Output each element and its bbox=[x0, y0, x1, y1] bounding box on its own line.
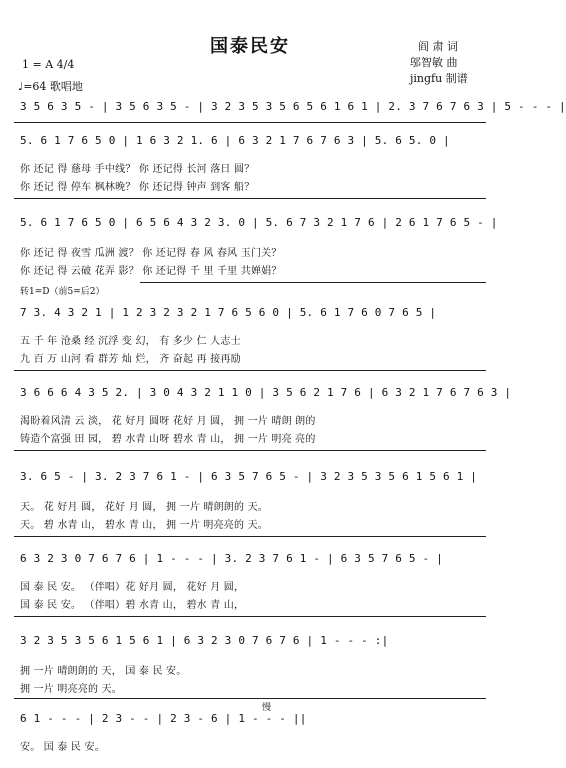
lyric-row-4b: 九 百 万 山河 看 群芳 灿 烂， 齐 奋起 再 接再励 bbox=[20, 354, 241, 365]
row-divider bbox=[14, 536, 486, 537]
lyric-row-6b: 天。 碧 水青 山， 碧水 青 山， 拥 一片 明亮亮的 天。 bbox=[20, 520, 268, 531]
notation-row-2: 5. 6 1 7 6 5 0 | 1 6 3 2 1. 6 | 6 3 2 1 7 6 7 6 3 | 5. 6 5. 0 | bbox=[20, 134, 450, 147]
notation-row-8: 3 2 3 5 3 5 6 1 5 6 1 | 6 3 2 3 0 7 6 7 6 | 1 - - - :| bbox=[20, 634, 389, 647]
key-signature: 1 = A 4/4 bbox=[22, 58, 75, 71]
notation-row-1: 3 5 6 3 5 - | 3 5 6 3 5 - | 3 2 3 5 3 5 6 5 6 1 6 1 | 2. 3 7 6 7 6 3 | 5 - - - | bbox=[20, 100, 566, 113]
lyric-row-2a: 你 还记 得 慈母 手中线？ 你 还记得 长河 落日 圆？ bbox=[20, 164, 255, 175]
notation-credit: jingfu 制谱 bbox=[410, 72, 468, 85]
lyric-row-2b: 你 还记 得 停车 枫林晚？ 你 还记得 钟声 到客 船？ bbox=[20, 182, 255, 193]
notation-row-6: 3. 6 5 - | 3. 2 3 7 6 1 - | 6 3 5 7 6 5 - | 3 2 3 5 3 5 6 1 5 6 1 | bbox=[20, 470, 478, 483]
notation-row-4: 7 3. 4 3 2 1 | 1 2 3 2 3 2 1 7 6 5 6 0 | 5. 6 1 7 6 0 7 6 5 | bbox=[20, 306, 437, 319]
lyric-row-6a: 天。 花 好月 圆， 花好 月 圆， 拥 一片 晴朗朗的 天。 bbox=[20, 502, 268, 513]
tempo-slow-mark: 慢 bbox=[262, 703, 272, 713]
tempo-marking: ♩=64 歌唱地 bbox=[18, 80, 83, 93]
lyric-row-8a: 拥 一片 晴朗朗的 天， 国 泰 民 安。 bbox=[20, 666, 187, 677]
row-divider bbox=[14, 616, 486, 617]
row-divider bbox=[14, 198, 486, 199]
lyric-row-7b: 国 泰 民 安。 （伴唱）碧 水青 山， 碧水 青 山， bbox=[20, 600, 245, 611]
notation-row-9: 6 1 - - - | 2 3 - - | 2 3 - 6 | 1 - - - || bbox=[20, 712, 307, 725]
lyricist-credit: 阎 肃 词 bbox=[418, 40, 458, 53]
row-divider bbox=[14, 370, 486, 371]
notation-row-5: 3 6 6 6 4 3 5 2. | 3 0 4 3 2 1 1 0 | 3 5 6 2 1 7 6 | 6 3 2 1 7 6 7 6 3 | bbox=[20, 386, 512, 399]
modulation-note: 转1=D（前5=后2） bbox=[20, 287, 105, 297]
lyric-row-5b: 铸造个富强 田 园， 碧 水青 山呀 碧水 青 山， 拥 一片 明亮 亮的 bbox=[20, 434, 316, 445]
lyric-row-4a: 五 千 年 沧桑 经 沉浮 变 幻， 有 多少 仁 人志士 bbox=[20, 336, 241, 347]
lyric-row-3b: 你 还记 得 云破 花弄 影？ 你 还记得 千 里 千里 共婵娟？ bbox=[20, 266, 282, 277]
row-divider bbox=[14, 450, 486, 451]
notation-row-7: 6 3 2 3 0 7 6 7 6 | 1 - - - | 3. 2 3 7 6 1 - | 6 3 5 7 6 5 - | bbox=[20, 552, 443, 565]
row-divider bbox=[140, 282, 486, 283]
lyric-row-8b: 拥 一片 明亮亮的 天。 bbox=[20, 684, 122, 695]
lyric-row-7a: 国 泰 民 安。 （伴唱）花 好月 圆， 花好 月 圆， bbox=[20, 582, 245, 593]
notation-row-3: 5. 6 1 7 6 5 0 | 6 5 6 4 3 2 3. 0 | 5. 6 7 3 2 1 7 6 | 2 6 1 7 6 5 - | bbox=[20, 216, 498, 229]
lyric-row-9: 安。 国 泰 民 安。 bbox=[20, 742, 105, 753]
composer-credit: 邬智敏 曲 bbox=[410, 56, 458, 69]
lyric-row-5a: 渴盼着风清 云 淡， 花 好月 圆呀 花好 月 圆， 拥 一片 晴朗 朗的 bbox=[20, 416, 316, 427]
lyric-row-3a: 你 还记 得 夜雪 瓜洲 渡？ 你 还记得 春 风 春风 玉门关？ bbox=[20, 248, 282, 259]
row-divider bbox=[14, 122, 486, 123]
row-divider bbox=[14, 698, 486, 699]
song-title: 国泰民安 bbox=[210, 36, 290, 57]
